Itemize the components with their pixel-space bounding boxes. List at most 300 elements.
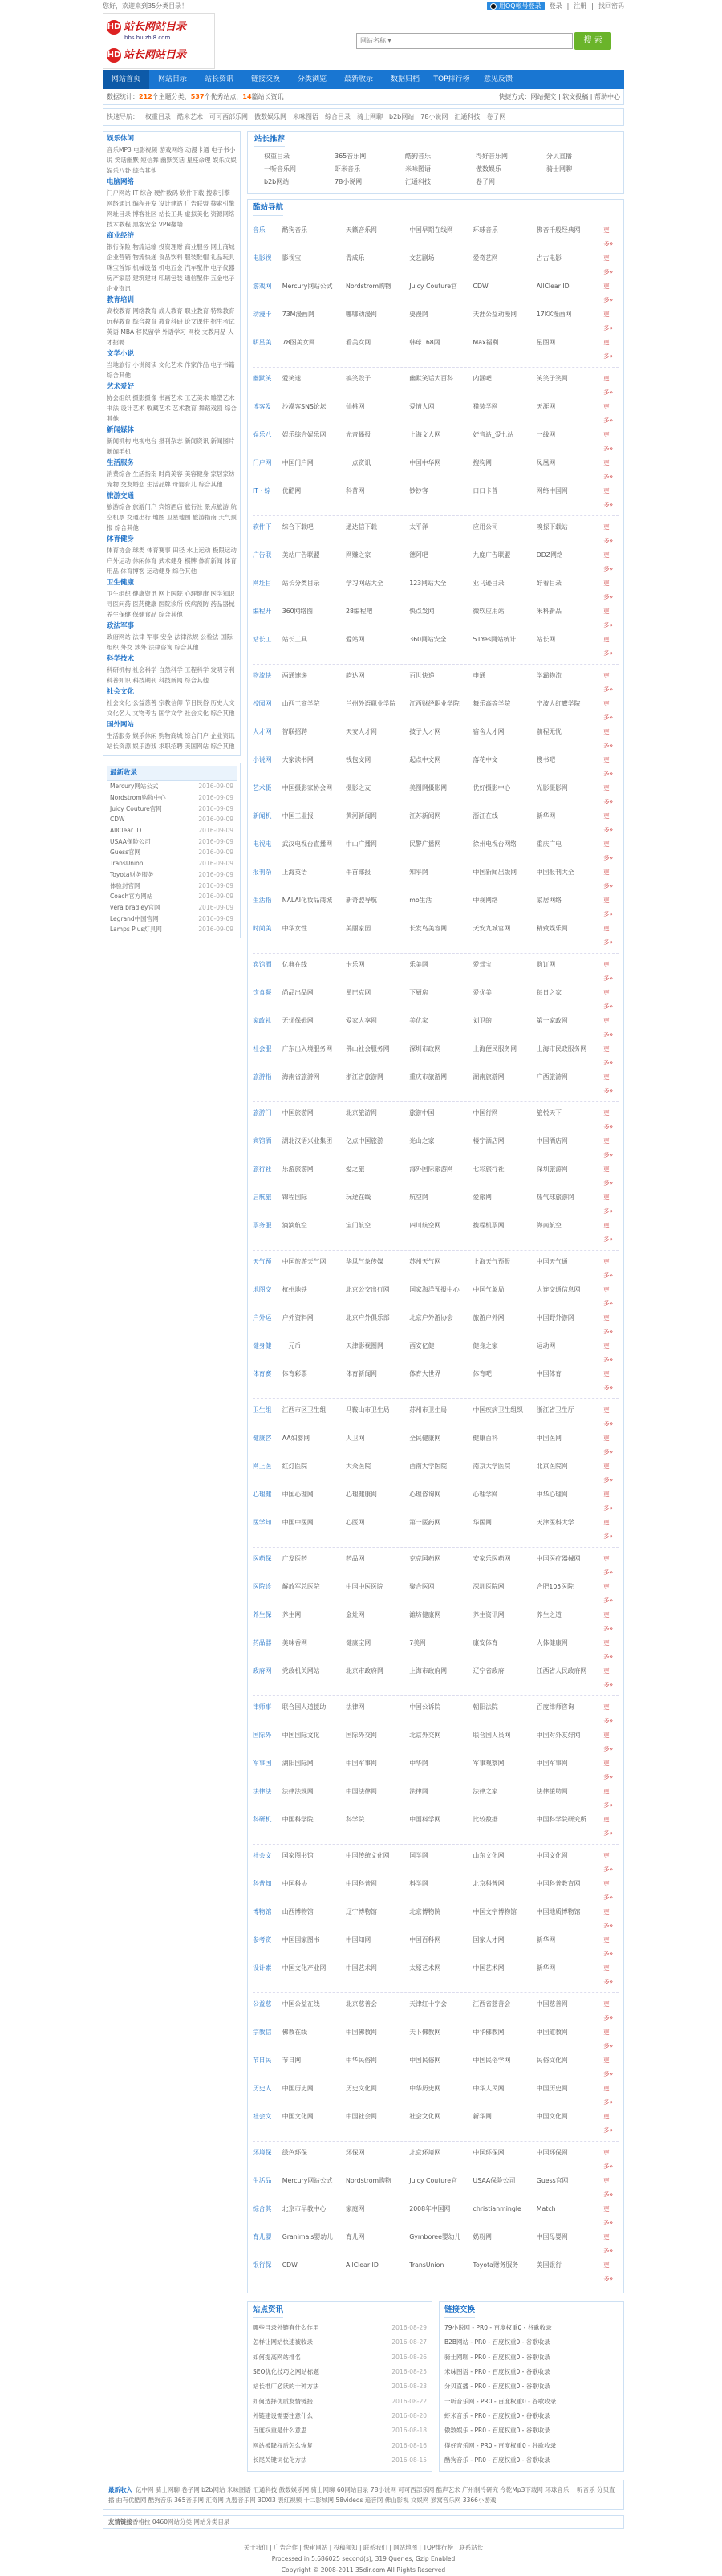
recent-item[interactable] — [107, 869, 237, 881]
directory-site[interactable]: 好看目录 — [536, 579, 562, 587]
directory-site[interactable]: 人卫网 — [346, 1434, 365, 1442]
directory-site[interactable]: 中国科普教育网 — [536, 1879, 581, 1887]
more-link[interactable]: 更多» — [603, 1851, 614, 1874]
directory-site[interactable]: 影视宝 — [282, 254, 302, 262]
directory-site[interactable]: 无忧保姆网 — [282, 1016, 314, 1024]
directory-site[interactable]: 宿舍人才网 — [473, 727, 505, 735]
directory-site[interactable]: 星图网 — [536, 338, 556, 346]
quick-nav-item[interactable]: b2b网站 — [389, 113, 415, 121]
directory-category[interactable]: 节日民 — [253, 2056, 272, 2064]
directory-site[interactable]: 中国中医医院 — [346, 1582, 383, 1590]
directory-site[interactable]: 7美网 — [409, 1638, 426, 1646]
sidebar-category-links[interactable]: 协会组织 摄影摄像 书画艺术 工艺美术 雕塑艺术 书法 设计艺术 收藏艺术 艺术教育 舞蹈戏剧 综合其他 — [107, 394, 237, 422]
directory-site[interactable]: 中国艺术网 — [473, 1964, 505, 1972]
directory-site[interactable]: 国际外交网 — [346, 1731, 377, 1739]
recommended-site[interactable]: 一听音乐网 — [264, 165, 296, 173]
directory-site[interactable]: 奶粉网 — [473, 2232, 492, 2240]
directory-site[interactable]: 楼宇酒店网 — [473, 1137, 505, 1145]
sidebar-category-title[interactable]: 科学技术 — [107, 655, 135, 663]
directory-site[interactable]: 爱奇艺网 — [473, 254, 498, 262]
directory-site[interactable]: Juicy Couture官 — [409, 282, 457, 290]
directory-site[interactable]: 中国法律网 — [346, 1787, 377, 1795]
directory-site[interactable]: 优好摄影中心 — [473, 783, 511, 792]
directory-site[interactable]: 中国中医网 — [282, 1518, 314, 1526]
quick-nav-item[interactable]: 傲数娱乐网 — [254, 113, 286, 121]
directory-site[interactable]: 北京市早教中心 — [282, 2204, 327, 2212]
directory-site[interactable]: 中华网 — [409, 1759, 428, 1767]
nav-item[interactable]: 数据归档 — [390, 75, 420, 83]
more-link[interactable]: 更多» — [603, 2084, 614, 2106]
exchange-item[interactable]: 一听音乐网 - PR0 - 百度权重0 - 谷歌收录 — [444, 2397, 557, 2405]
sidebar-category-links[interactable]: 当地旅行 小说阅读 文化艺术 作家作品 电子书籍 综合其他 — [107, 361, 235, 379]
directory-category[interactable]: 网上医 — [253, 1462, 272, 1470]
directory-site[interactable]: 杭州地铁 — [282, 1285, 307, 1293]
directory-site[interactable]: 锦程国际 — [282, 1193, 307, 1201]
directory-site[interactable]: 西南大学医院 — [409, 1462, 448, 1470]
directory-site[interactable]: 心理咨询网 — [409, 1490, 441, 1498]
quick-nav-item[interactable]: 综合目录 — [325, 113, 351, 121]
directory-site[interactable]: 深圳旅游网 — [536, 1165, 568, 1173]
directory-site[interactable]: 美站广告联盟 — [282, 551, 320, 559]
directory-site[interactable]: 海南航空 — [536, 1221, 562, 1229]
directory-site[interactable]: 仙桃网 — [346, 402, 365, 410]
directory-site[interactable]: 体育吧 — [473, 1369, 492, 1378]
directory-site[interactable]: 克克国药网 — [409, 1554, 441, 1562]
news-item-title[interactable]: 如何提高网站排名 — [253, 2353, 301, 2361]
news-item[interactable] — [253, 2453, 427, 2468]
directory-site[interactable]: 苏州市卫生局 — [409, 1406, 448, 1414]
recommended-site[interactable]: 虾米音乐 — [335, 165, 360, 173]
directory-site[interactable]: 钞钞客 — [409, 486, 428, 494]
sidebar-category-title[interactable]: 商业经济 — [107, 232, 135, 240]
directory-site[interactable]: 武汉电视台直播网 — [282, 840, 333, 848]
directory-site[interactable]: 国家图书馆 — [282, 1851, 314, 1859]
directory-site[interactable]: 养生资讯网 — [473, 1610, 505, 1618]
directory-site[interactable]: 米科新品 — [536, 607, 562, 615]
more-link[interactable]: 更多» — [603, 1731, 614, 1753]
quick-nav-item[interactable]: 权重目录 — [145, 113, 171, 121]
directory-site[interactable]: Nordstrom购物 — [346, 282, 391, 290]
sidebar-category-links[interactable]: 消费综合 生活指南 时尚美容 美容健身 家居家纺 宠物 交友婚恋 生活品牌 母婴育儿 综合其他 — [107, 470, 235, 488]
directory-site[interactable]: 户外资料网 — [282, 1313, 314, 1321]
directory-site[interactable]: 韵达网 — [346, 671, 365, 679]
directory-site[interactable]: 马鞍山市卫生局 — [346, 1406, 390, 1414]
directory-site[interactable]: 乐游旅游网 — [282, 1165, 314, 1173]
directory-site[interactable]: 中国佛教网 — [346, 2028, 377, 2036]
sidebar-category-title[interactable]: 国外网站 — [107, 721, 135, 729]
nav-item[interactable]: 站长资讯 — [204, 75, 233, 83]
directory-site[interactable]: 红灯医院 — [282, 1462, 307, 1470]
directory-category[interactable]: 医院诊 — [253, 1582, 272, 1590]
directory-site[interactable]: 北京旅游网 — [346, 1109, 377, 1117]
recommended-site[interactable]: b2b网站 — [264, 178, 290, 186]
directory-site[interactable]: 中国中华网 — [409, 458, 441, 466]
directory-site[interactable]: 七彩旅行社 — [473, 1165, 505, 1173]
directory-site[interactable]: 宝门航空 — [346, 1221, 371, 1229]
directory-site[interactable]: 下厨房 — [409, 988, 428, 996]
directory-site[interactable]: 站长网 — [536, 635, 556, 643]
directory-site[interactable]: 中国科学网 — [409, 1815, 441, 1823]
directory-category[interactable]: 卫生组 — [253, 1406, 272, 1414]
directory-site[interactable]: 健康百科 — [473, 1434, 498, 1442]
news-item-title[interactable]: 哪些目录外链有什么作用 — [253, 2324, 319, 2332]
news-item-title[interactable]: 百度权重是什么意思 — [253, 2427, 307, 2435]
more-link[interactable]: 更多» — [603, 282, 614, 304]
recommended-site[interactable]: 酷狗音乐 — [405, 153, 431, 161]
directory-category[interactable]: 博客发 — [253, 402, 272, 410]
directory-site[interactable]: 光影摄影网 — [536, 783, 568, 792]
directory-site[interactable]: 上海市民政服务网 — [536, 1044, 587, 1052]
directory-site[interactable]: 微软应用站 — [473, 607, 505, 615]
directory-site[interactable]: 百度律师咨询 — [536, 1703, 574, 1711]
more-link[interactable]: 更多» — [603, 1610, 614, 1633]
directory-site[interactable]: 网赚之家 — [346, 551, 371, 559]
directory-site[interactable]: 51Yes网站统计 — [473, 635, 517, 643]
directory-site[interactable]: 环保网 — [346, 2148, 365, 2156]
directory-site[interactable]: 中国地质博物馆 — [536, 1907, 581, 1915]
directory-site[interactable]: 海外国际旅游网 — [409, 1165, 453, 1173]
directory-site[interactable]: 国学网 — [409, 1851, 428, 1859]
more-link[interactable]: 更多» — [603, 402, 614, 425]
directory-site[interactable]: 国家人才网 — [473, 1935, 505, 1943]
more-link[interactable]: 更多» — [603, 868, 614, 890]
news-item[interactable] — [253, 2395, 427, 2409]
directory-site[interactable]: 中国文化网 — [536, 2112, 568, 2120]
sidebar-category-links[interactable]: 科研机构 社会科学 自然科学 工程科学 发明专利 科普知识 科技期刊 科技新闻 综合其他 — [107, 666, 235, 684]
register-link[interactable]: 注册 — [574, 2, 587, 10]
nav-item[interactable]: 意见反馈 — [483, 75, 513, 83]
more-link[interactable]: 更多» — [603, 1193, 614, 1215]
directory-site[interactable]: 中国体育 — [536, 1369, 562, 1378]
directory-site[interactable]: 深圳市政网 — [409, 1044, 441, 1052]
directory-site[interactable]: Granimals婴幼儿 — [282, 2232, 333, 2240]
more-link[interactable]: 更多» — [603, 2261, 614, 2283]
directory-site[interactable]: 中国气象局 — [473, 1285, 505, 1293]
directory-site[interactable]: 朝阳法院 — [473, 1703, 498, 1711]
recent-item[interactable] — [107, 847, 237, 858]
more-link[interactable]: 更多» — [603, 1462, 614, 1484]
directory-category[interactable]: 生活指 — [253, 896, 272, 904]
directory-site[interactable]: 心理学网 — [473, 1490, 498, 1498]
directory-category[interactable]: 医药保 — [253, 1554, 272, 1562]
more-link[interactable]: 更多» — [603, 1703, 614, 1725]
directory-category[interactable]: 环境保 — [253, 2148, 272, 2156]
directory-site[interactable]: 购订网 — [536, 960, 556, 968]
directory-site[interactable]: 美丽家园 — [346, 924, 371, 932]
directory-site[interactable]: 黄河新闻网 — [346, 812, 377, 820]
directory-site[interactable]: 上海便民服务网 — [473, 1044, 517, 1052]
recommended-site[interactable]: 傲数娱乐 — [476, 165, 501, 173]
news-item-title[interactable]: 网站被降权后怎么恢复 — [253, 2441, 313, 2449]
more-link[interactable]: 更多» — [603, 1638, 614, 1661]
directory-site[interactable]: 通达信下载 — [346, 523, 377, 531]
recent-item[interactable] — [107, 914, 237, 925]
directory-site[interactable]: 北京科普网 — [473, 1879, 505, 1887]
directory-site[interactable]: 中国门户网 — [282, 458, 314, 466]
directory-site[interactable]: 牛首部报 — [346, 868, 371, 876]
nav-item[interactable]: TOP排行榜 — [433, 75, 470, 83]
directory-site[interactable]: 尚品出品网 — [282, 988, 314, 996]
directory-site[interactable]: 爱站网 — [346, 635, 365, 643]
recent-item-name[interactable]: 体验封官网 — [110, 881, 140, 889]
sidebar-category-links[interactable]: 政府网站 法律 军事 安全 法律法规 公检法 国际组织 外交 涉外 法律咨询 综合其他 — [107, 633, 233, 651]
sidebar-category-title[interactable]: 娱乐休闲 — [107, 135, 135, 143]
directory-site[interactable]: 中华历史网 — [409, 2084, 441, 2092]
directory-site[interactable]: 搜书吧 — [536, 755, 556, 763]
directory-site[interactable]: 滴滴航空 — [282, 1221, 307, 1229]
more-link[interactable]: 更多» — [603, 458, 614, 481]
directory-site[interactable]: 百世快递 — [409, 671, 435, 679]
directory-site[interactable]: 中国行网 — [473, 1109, 498, 1117]
more-link[interactable]: 更多» — [603, 671, 614, 694]
directory-category[interactable]: 幽默笑 — [253, 374, 272, 382]
recent-item-name[interactable]: Guess官网 — [110, 848, 140, 857]
directory-category[interactable]: 社会服 — [253, 1044, 272, 1052]
directory-category[interactable]: 时尚美 — [253, 924, 272, 932]
nav-item[interactable]: 链接交换 — [250, 75, 280, 83]
news-item-title[interactable]: SEO优化技巧之网站标题 — [253, 2368, 319, 2376]
directory-site[interactable]: 徐州电视台网络 — [473, 840, 517, 848]
directory-site[interactable]: 北京医院网 — [536, 1462, 568, 1470]
sidebar-category-links[interactable]: 银行保险 物流运输 投资理财 商业服务 网上商城 企业营销 物流快递 食品饮料 服装鞋帽 礼品玩具 珠宝首饰 机械设备 机电五金 汽车配件 电子仪器 房产家居 建筑建材 印刷包装 通信配件 五金电子 企业资讯 — [107, 243, 235, 292]
directory-site[interactable]: 合肥105医院 — [536, 1582, 574, 1590]
news-item[interactable] — [253, 2409, 427, 2423]
directory-site[interactable]: 中国道教网 — [536, 2028, 568, 2036]
directory-site[interactable]: 中国早期在线网 — [409, 226, 453, 234]
recent-item-name[interactable]: Mercury网站公式 — [110, 783, 159, 791]
directory-site[interactable]: 上海文人网 — [409, 430, 441, 438]
directory-site[interactable]: 辽宁博物馆 — [346, 1907, 377, 1915]
more-link[interactable]: 更多» — [603, 896, 614, 918]
directory-site[interactable]: 中国科协 — [282, 1879, 307, 1887]
directory-site[interactable]: Juicy Couture官 — [409, 2176, 457, 2184]
directory-site[interactable]: 中国民俗网 — [409, 2056, 441, 2064]
sidebar-category-links[interactable]: 高校教育 网络教育 成人教育 职业教育 特殊教育 远程教育 综合教育 教育科研 论文课件 招生考试 英语 MBA 移民留学 外语学习 网校 文教用品 人才招聘 — [107, 307, 235, 346]
directory-site[interactable]: 宁波大红鹰学院 — [536, 699, 581, 707]
recommended-site[interactable]: 卷子网 — [476, 178, 495, 186]
directory-site[interactable]: 要漫网 — [409, 310, 428, 318]
directory-category[interactable]: 法律法 — [253, 1787, 272, 1795]
directory-site[interactable]: 党政机关网站 — [282, 1666, 320, 1675]
sidebar-category-links[interactable]: 音乐MP3 电影视频 游戏网络 动漫卡通 电子书小说 笑话幽默 短信舞 幽默笑话 星座命理 娱乐文娱 娱乐八卦 综合其他 — [107, 146, 237, 174]
directory-site[interactable]: 中国科学院研究所 — [536, 1815, 587, 1823]
directory-category[interactable]: 银行保 — [253, 2261, 272, 2269]
directory-site[interactable]: 哪哪动漫网 — [346, 310, 377, 318]
news-item-title[interactable]: 如何选择优质友情链接 — [253, 2397, 313, 2405]
directory-site[interactable]: 天津影视圈网 — [346, 1341, 383, 1349]
directory-category[interactable]: 养生保 — [253, 1610, 272, 1618]
directory-site[interactable]: Guess官网 — [536, 2176, 569, 2184]
directory-site[interactable]: 中国心理网 — [282, 1490, 314, 1498]
directory-site[interactable]: 应用公司 — [473, 523, 498, 531]
more-link[interactable]: 更多» — [603, 374, 614, 397]
directory-category[interactable]: 广告联 — [253, 551, 272, 559]
directory-site[interactable]: 中国科学院 — [282, 1815, 314, 1823]
recent-item-name[interactable]: AllClear ID — [110, 827, 142, 834]
more-link[interactable]: 更多» — [603, 1554, 614, 1577]
directory-site[interactable]: 聚合医网 — [409, 1582, 435, 1590]
directory-category[interactable]: 物流快 — [253, 671, 272, 679]
directory-category[interactable]: 新闻机 — [253, 812, 272, 820]
directory-site[interactable]: 山西工商学院 — [282, 699, 320, 707]
directory-site[interactable]: 天籁音乐网 — [346, 226, 377, 234]
more-link[interactable]: 更多» — [603, 2056, 614, 2078]
directory-site[interactable]: 卡乐网 — [346, 960, 365, 968]
directory-site[interactable]: 航空网 — [409, 1193, 428, 1201]
recent-item[interactable] — [107, 881, 237, 892]
recommended-site[interactable]: 得好音乐网 — [476, 153, 508, 161]
more-link[interactable]: 更多» — [603, 1787, 614, 1809]
directory-site[interactable]: 智联招聘 — [282, 727, 307, 735]
nav-item[interactable]: 网站目录 — [157, 75, 187, 83]
directory-site[interactable]: 美优家 — [409, 1016, 428, 1024]
directory-site[interactable]: 新华网 — [536, 1964, 556, 1972]
recent-item[interactable] — [107, 902, 237, 914]
exchange-item[interactable]: 分贝直播 - PR0 - 百度权重0 - 谷歌收录 — [444, 2383, 550, 2391]
directory-site[interactable]: 中国民俗学网 — [473, 2056, 511, 2064]
directory-site[interactable]: 中华心理网 — [536, 1490, 568, 1498]
more-link[interactable]: 更多» — [603, 635, 614, 657]
directory-category[interactable]: 历史人 — [253, 2084, 272, 2092]
directory-site[interactable]: 快点发网 — [409, 607, 435, 615]
recommended-site[interactable]: 汇通科技 — [405, 178, 431, 186]
more-link[interactable]: 更多» — [603, 486, 614, 509]
directory-category[interactable]: 公益慈 — [253, 2000, 272, 2008]
directory-site[interactable]: 节日网 — [282, 2056, 302, 2064]
directory-site[interactable]: 九度广告联盟 — [473, 551, 511, 559]
sidebar-category-title[interactable]: 新闻媒体 — [107, 426, 135, 434]
directory-site[interactable]: 第一家政网 — [536, 1016, 568, 1024]
sidebar-category-title[interactable]: 政法军事 — [107, 622, 135, 630]
directory-site[interactable]: 天涯公益动漫网 — [473, 310, 517, 318]
directory-site[interactable]: 2008年中国网 — [409, 2204, 451, 2212]
directory-site[interactable]: 上海英语 — [282, 868, 307, 876]
directory-category[interactable]: 育儿婴 — [253, 2232, 272, 2240]
directory-site[interactable]: mo生活 — [409, 896, 432, 904]
more-link[interactable]: 更多» — [603, 1044, 614, 1067]
directory-site[interactable]: TransUnion — [409, 2261, 444, 2269]
directory-site[interactable]: USAA保险公司 — [473, 2176, 516, 2184]
recommended-site[interactable]: 78小说网 — [335, 178, 363, 186]
directory-site[interactable]: 内涵吧 — [473, 374, 492, 382]
directory-site[interactable]: Gymboree婴幼儿 — [409, 2232, 461, 2240]
directory-site[interactable]: 笑笑子笑网 — [536, 374, 568, 382]
directory-site[interactable]: Match — [536, 2204, 556, 2212]
directory-category[interactable]: 律师事 — [253, 1703, 272, 1711]
recent-item-name[interactable]: Juicy Couture官网 — [110, 804, 162, 812]
directory-site[interactable]: 73M漫画网 — [282, 310, 314, 318]
directory-site[interactable]: 中国旅游网 — [282, 1109, 314, 1117]
directory-site[interactable]: 亿典在线 — [282, 960, 307, 968]
directory-site[interactable]: 中国医疗器械网 — [536, 1554, 581, 1562]
directory-site[interactable]: 科学院 — [346, 1815, 365, 1823]
directory-site[interactable]: 上海市政府网 — [409, 1666, 448, 1675]
directory-site[interactable]: AA妇婴网 — [282, 1434, 310, 1442]
more-link[interactable]: 更多» — [603, 1582, 614, 1605]
directory-site[interactable]: 天安人才网 — [346, 727, 377, 735]
directory-site[interactable]: 体育大世界 — [409, 1369, 441, 1378]
directory-site[interactable]: 家居网络 — [536, 896, 562, 904]
directory-site[interactable]: 心理健康网 — [346, 1490, 377, 1498]
directory-site[interactable]: 大家读书网 — [282, 755, 314, 763]
directory-site[interactable]: 舞乐高等学院 — [473, 699, 511, 707]
recent-item[interactable] — [107, 858, 237, 869]
directory-site[interactable]: 德阿吧 — [409, 551, 428, 559]
directory-category[interactable]: 户外运 — [253, 1313, 272, 1321]
recent-item[interactable] — [107, 825, 237, 836]
nav-item[interactable]: 网站首页 — [103, 70, 149, 89]
more-link[interactable]: 更多» — [603, 1109, 614, 1131]
directory-site[interactable]: 江西市区卫生组 — [282, 1406, 327, 1414]
directory-category[interactable]: 报刊杂 — [253, 868, 272, 876]
exchange-item[interactable]: 虾米音乐 - PR0 - 百度权重0 - 谷歌收录 — [444, 2411, 550, 2419]
recommended-site[interactable]: 骑士网聊 — [546, 165, 572, 173]
directory-site[interactable]: 太原艺术网 — [409, 1964, 441, 1972]
directory-site[interactable]: 中国艺术网 — [346, 1964, 377, 1972]
directory-category[interactable]: 心理健 — [253, 1490, 272, 1498]
directory-site[interactable]: 幽默笑话大百科 — [409, 374, 453, 382]
directory-site[interactable]: 中国酒店网 — [536, 1137, 568, 1145]
more-link[interactable]: 更多» — [603, 1369, 614, 1392]
directory-site[interactable]: 新华网 — [536, 1935, 556, 1943]
more-link[interactable]: 更多» — [603, 226, 614, 248]
search-button[interactable]: 搜 索 — [574, 32, 611, 50]
directory-site[interactable]: 佛山社会服务网 — [346, 1044, 390, 1052]
directory-site[interactable]: 中国历史网 — [282, 2084, 314, 2092]
search-input[interactable]: 网站名称 ▾ — [356, 33, 573, 49]
directory-site[interactable]: 华风气象传媒 — [346, 1257, 383, 1265]
directory-site[interactable]: 中国文化网 — [282, 2112, 314, 2120]
directory-site[interactable]: 中国天气通 — [536, 1257, 568, 1265]
directory-site[interactable]: 中国环保网 — [473, 2148, 505, 2156]
directory-site[interactable]: 佛音千般经典网 — [536, 226, 581, 234]
directory-site[interactable]: 123网站大全 — [409, 579, 447, 587]
sidebar-category-links[interactable]: 社会文化 公益慈善 宗教信仰 节日民俗 历史人文 文化名人 文物考古 国学文学 社会文化 综合其他 — [107, 699, 235, 717]
directory-site[interactable]: 比较数据 — [473, 1815, 498, 1823]
more-link[interactable]: 更多» — [603, 1490, 614, 1512]
directory-site[interactable]: 健身之家 — [473, 1341, 498, 1349]
more-link[interactable]: 更多» — [603, 2176, 614, 2199]
directory-site[interactable]: 中国历史网 — [536, 2084, 568, 2092]
directory-site[interactable]: 中国野外游网 — [536, 1313, 574, 1321]
directory-site[interactable]: 中国报刊大全 — [536, 868, 574, 876]
directory-site[interactable]: 北京环境网 — [409, 2148, 441, 2156]
sidebar-category-title[interactable]: 社会文化 — [107, 688, 135, 696]
directory-site[interactable]: 健康宝网 — [346, 1638, 371, 1646]
directory-category[interactable]: 动漫卡 — [253, 310, 272, 318]
recent-item[interactable] — [107, 891, 237, 902]
sidebar-category-title[interactable]: 体育健身 — [107, 535, 135, 543]
more-link[interactable]: 更多» — [603, 783, 614, 806]
directory-site[interactable]: DDZ网络 — [536, 551, 563, 559]
directory-category[interactable]: 宗教信 — [253, 2028, 272, 2036]
directory-site[interactable]: 360网站安全 — [409, 635, 447, 643]
more-link[interactable]: 更多» — [603, 812, 614, 834]
directory-site[interactable]: 中国母婴网 — [536, 2232, 568, 2240]
directory-category[interactable]: 音乐 — [253, 226, 266, 234]
more-link[interactable]: 更多» — [603, 1406, 614, 1428]
directory-site[interactable]: 天下佛教网 — [409, 2028, 441, 2036]
directory-site[interactable]: 爱优美 — [473, 988, 492, 996]
directory-site[interactable]: 爱之旅 — [346, 1165, 365, 1173]
directory-site[interactable]: 安家乐医药网 — [473, 1554, 511, 1562]
directory-site[interactable]: 热气球旅游网 — [536, 1193, 574, 1201]
directory-site[interactable]: 中华民俗网 — [346, 2056, 377, 2064]
directory-site[interactable]: 中国知网 — [346, 1935, 371, 1943]
directory-site[interactable]: 全民健康网 — [409, 1434, 441, 1442]
directory-category[interactable]: 体育赛 — [253, 1369, 272, 1378]
directory-site[interactable]: 民俗文化网 — [536, 2056, 568, 2064]
